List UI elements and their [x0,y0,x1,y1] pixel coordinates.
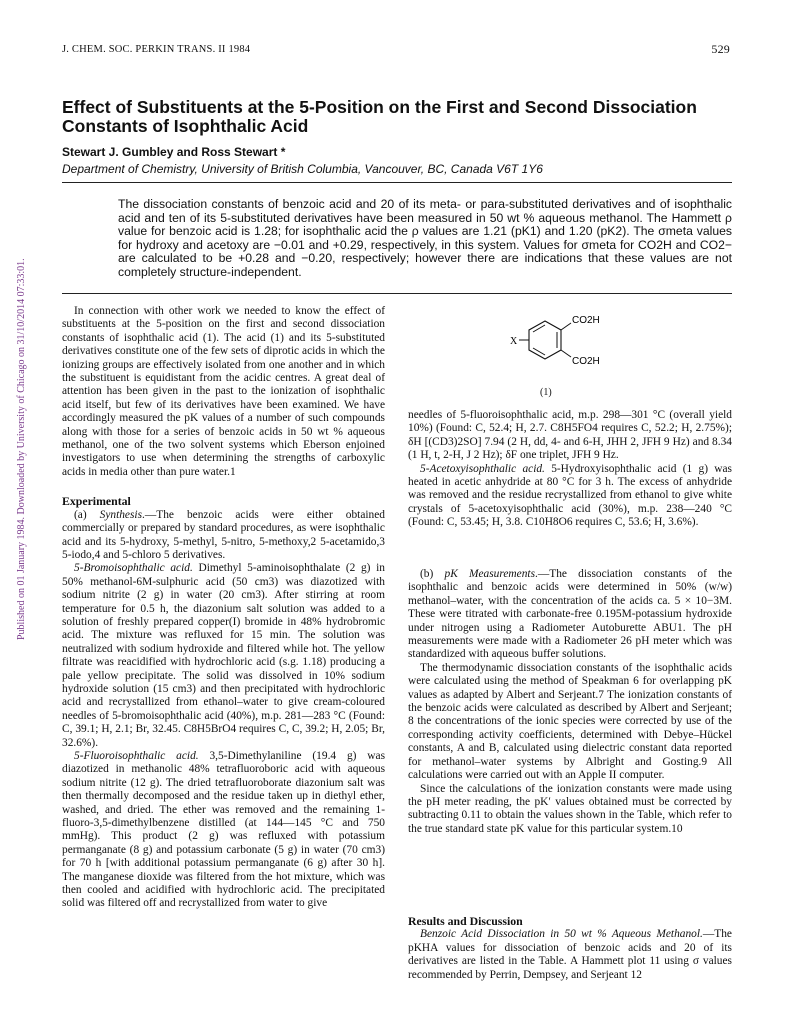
intro-paragraph: In connection with other work we needed to know the effect of substituents at the 5-position on the first and second dissociation constants of isophthalic acid (1). The acid (1) and its 5-substituted derivatives constitute one of the few sets of diprotic acids in which the ionizing groups are effectively isolated from one another and in which the substituent is equidistant from the acidic centres. A great deal of attention has been given in the past to the ionization of isophthalic acid itself, but few of its derivatives have been examined. We have accordingly measured the pK values of a number of such compounds along with those for a series of benzoic acids in 50 wt % aqueous methanol, one of the two solvent systems which Eberson enjoined investigators to use when determining the strengths of carboxylic acids in media other than pure water.1 [62,305,385,478]
substituent-label: X [510,336,518,347]
acetoxy-text: 5-Hydroxyisophthalic acid (1 g) was heated in acetic anhydride at 80 °C for 3 h. The excess of anhydride was removed and the residue recrystallized from ethanol to give white crystals of 5-acetoxyisophthalic acid (30%), m.p. 238—240 °C (Found: C, 53.45; H, 3.8. C10H8O6 requires C, 53.6; H, 3.6%). [408,462,732,529]
acetoxy-title: 5-Acetoxyisophthalic acid. [420,462,545,475]
right-column-bottom [408,915,732,982]
abstract-top-rule [62,182,732,183]
results-heading: Results and Discussion [408,914,523,928]
synthesis-text: .—The benzoic acids were either obtained commercially or prepared by standard procedures, as were isophthalic acid and its 5-hydroxy, 5-methyl, 5-nitro, 5-methoxy,2 5-acetamido,3 5-iodo,4 and 5-chloro 5 derivatives. [62,508,385,561]
bromo-paragraph [62,562,385,750]
fluoro-title: 5-Fluoroisophthalic acid. [74,750,199,762]
left-column [62,305,385,911]
acetoxy-paragraph [408,463,732,530]
isophthalic-acid-structure [505,309,615,389]
pk-paragraph [408,568,732,662]
thermo-paragraph: The thermodynamic dissociation constants of the isophthalic acids were calculated using the method of Speakman 6 for overlapping pK values as adapted by Albert and Serjeant.7 The ionization constants of the benzoic acids were calculated as described by Albert and Serjeant; 8 the concentrations of the ionic species were corrected by use of the corresponding activity coefficients, determined with Debye–Hückel constants, A and B, calculated using dielectric constant data reported for methanol–water systems by Albright and Gosting.9 All calculations were carried out with an Apple II computer. [408,661,732,782]
page-number: 529 [711,42,730,56]
right-column-top [408,409,732,530]
right-column-middle [408,568,732,836]
compound-number: (1) [540,387,552,398]
bromo-title: 5-Bromoisophthalic acid. [74,562,193,575]
experimental-heading: Experimental [62,494,131,509]
fluoro-continuation: needles of 5-fluoroisophthalic acid, m.p. 298—301 °C (overall yield 10%) (Found: C, 52.4; H, 2.7. C8H5FO4 requires C, 52.2; H, 2.75%); δH [(CD3)2SO] 7.94 (2 H, dd, 4- and 6-H, JHH 2, JFH 9 Hz) and 8.34 (1 H, t, 2-H, J 2 Hz); δF one triplet, JFH 9 Hz. [408,409,732,462]
synthesis-paragraph [62,509,385,563]
synthesis-title: Synthesis [99,508,143,521]
running-header: J. CHEM. SOC. PERKIN TRANS. II 1984 [62,44,251,55]
pk-title: pK Measurements [444,568,536,580]
abstract-bottom-rule [62,293,732,294]
fluoro-paragraph [62,750,385,911]
carboxyl-bottom-label: CO2H [572,356,600,367]
benzoic-title: Benzoic Acid Dissociation in 50 wt % Aqueous Methanol. [420,928,703,941]
pk-text: .—The dissociation constants of the isophthalic and benzoic acids were determined in 50% (w/w) methanol–water, with the concentration of the acids ca. 5 × 10−3M. These were titrated with carbonate-free 0.195M-potassium hydroxide under nitrogen using a Radiometer Autoburette ABU1. The pH measurements were made with a Radiometer 26 pH meter which was standardized with aqueous buffer solutions. [408,568,732,661]
author-affiliation: Department of Chemistry, University of British Columbia, Vancouver, BC, Canada V6T 1Y6 [62,162,543,176]
fluoro-text: 3,5-Dimethylaniline (19.4 g) was diazotized in methanolic 48% tetrafluoroboric acid with aqueous sodium nitrite (12 g). The dried tetrafluoroborate diazonium salt was then thermally decomposed and the residue taken up in diethyl ether, washed, and dried. The ether was removed and the remaining 1-fluoro-3,5-dimethylbenzene distilled (at 144—145 °C and 750 mmHg). This product (2 g) was refluxed with potassium permanganate (8 g) and potassium carbonate (5 g) in water (70 cm3) for 70 h [with additional potassium permanganate (6 g) after 30 h]. The manganese dioxide was filtered from the hot mixture, which was then cooled and acidified with hydrochloric acid. The precipitated solid was filtered off and recrystallized from water to give [62,750,386,910]
pk-lead: (b) [420,568,445,580]
carboxyl-top-label: CO2H [572,315,600,326]
synthesis-lead: (a) [74,508,100,521]
correction-paragraph: Since the calculations of the ionization constants were made using the pH meter reading, the pK′ values obtained must be corrected by subtracting 0.11 to obtain the values shown in the Table, which refer to the true standard state pK value for this particular system.10 [408,782,732,835]
article-title: Effect of Substituents at the 5-Position on the First and Second Dissociation Constants of Isophthalic Acid [62,97,697,136]
download-watermark: Published on 01 January 1984. Downloaded by University of Chicago on 31/10/2014 07:33:01. [16,258,27,640]
benzoic-text: —The pKHA values for dissociation of benzoic acids and 20 of its derivatives are listed in the Table. A Hammett plot 11 using σ values recommended by Perrin, Dempsey, and Serjeant 12 [408,928,732,981]
author-list: Stewart J. Gumbley and Ross Stewart * [62,145,286,159]
benzoic-paragraph [408,928,732,982]
bromo-text: Dimethyl 5-aminoisophthalate (2 g) in 50% methanol-6M-sulphuric acid (50 cm3) was diazotized with sodium nitrite (2 g) in water (20 cm3). After stirring at room temperature for 0.5 h, the diazonium salt solution was added to a solution of freshly prepared copper(I) bromide in 48% hydrobromic acid. The mixture was refluxed for 15 min. The solution was neutralized with sodium hydroxide and filtered while hot. The yellow filtrate was reacidified with hydrochloric acid (s.g. 1.18) producing a pale yellow precipitate. The solid was dissolved in 10% sodium hydroxide solution (15 cm3) and then precipitated with hydrochloric acid and recrystallized from ethanol–water to give cream-coloured needles of 5-bromoisophthalic acid (40%), m.p. 281—283 °C (Found: C, 39.1; H, 2.1; Br, 32.45. C8H5BrO4 requires C, C, 39.2; H, 2.05; Br, 32.6%). [62,562,385,749]
abstract: The dissociation constants of benzoic acid and 20 of its meta- or para-substituted derivatives and of isophthalic acid and ten of its 5-substituted derivatives have been measured in 50 wt % aqueous methanol. The Hammett ρ value for benzoic acid is 1.28; for isophthalic acid the ρ values are 1.21 (pK1) and 1.20 (pK2). The σmeta values for hydroxy and acetoxy are −0.01 and +0.29, respectively, in this system. Values for σmeta for CO2H and CO2− are calculated to be +0.28 and −0.20, respectively; however there are indications that these values are not completely structure-independent. [118,197,732,279]
